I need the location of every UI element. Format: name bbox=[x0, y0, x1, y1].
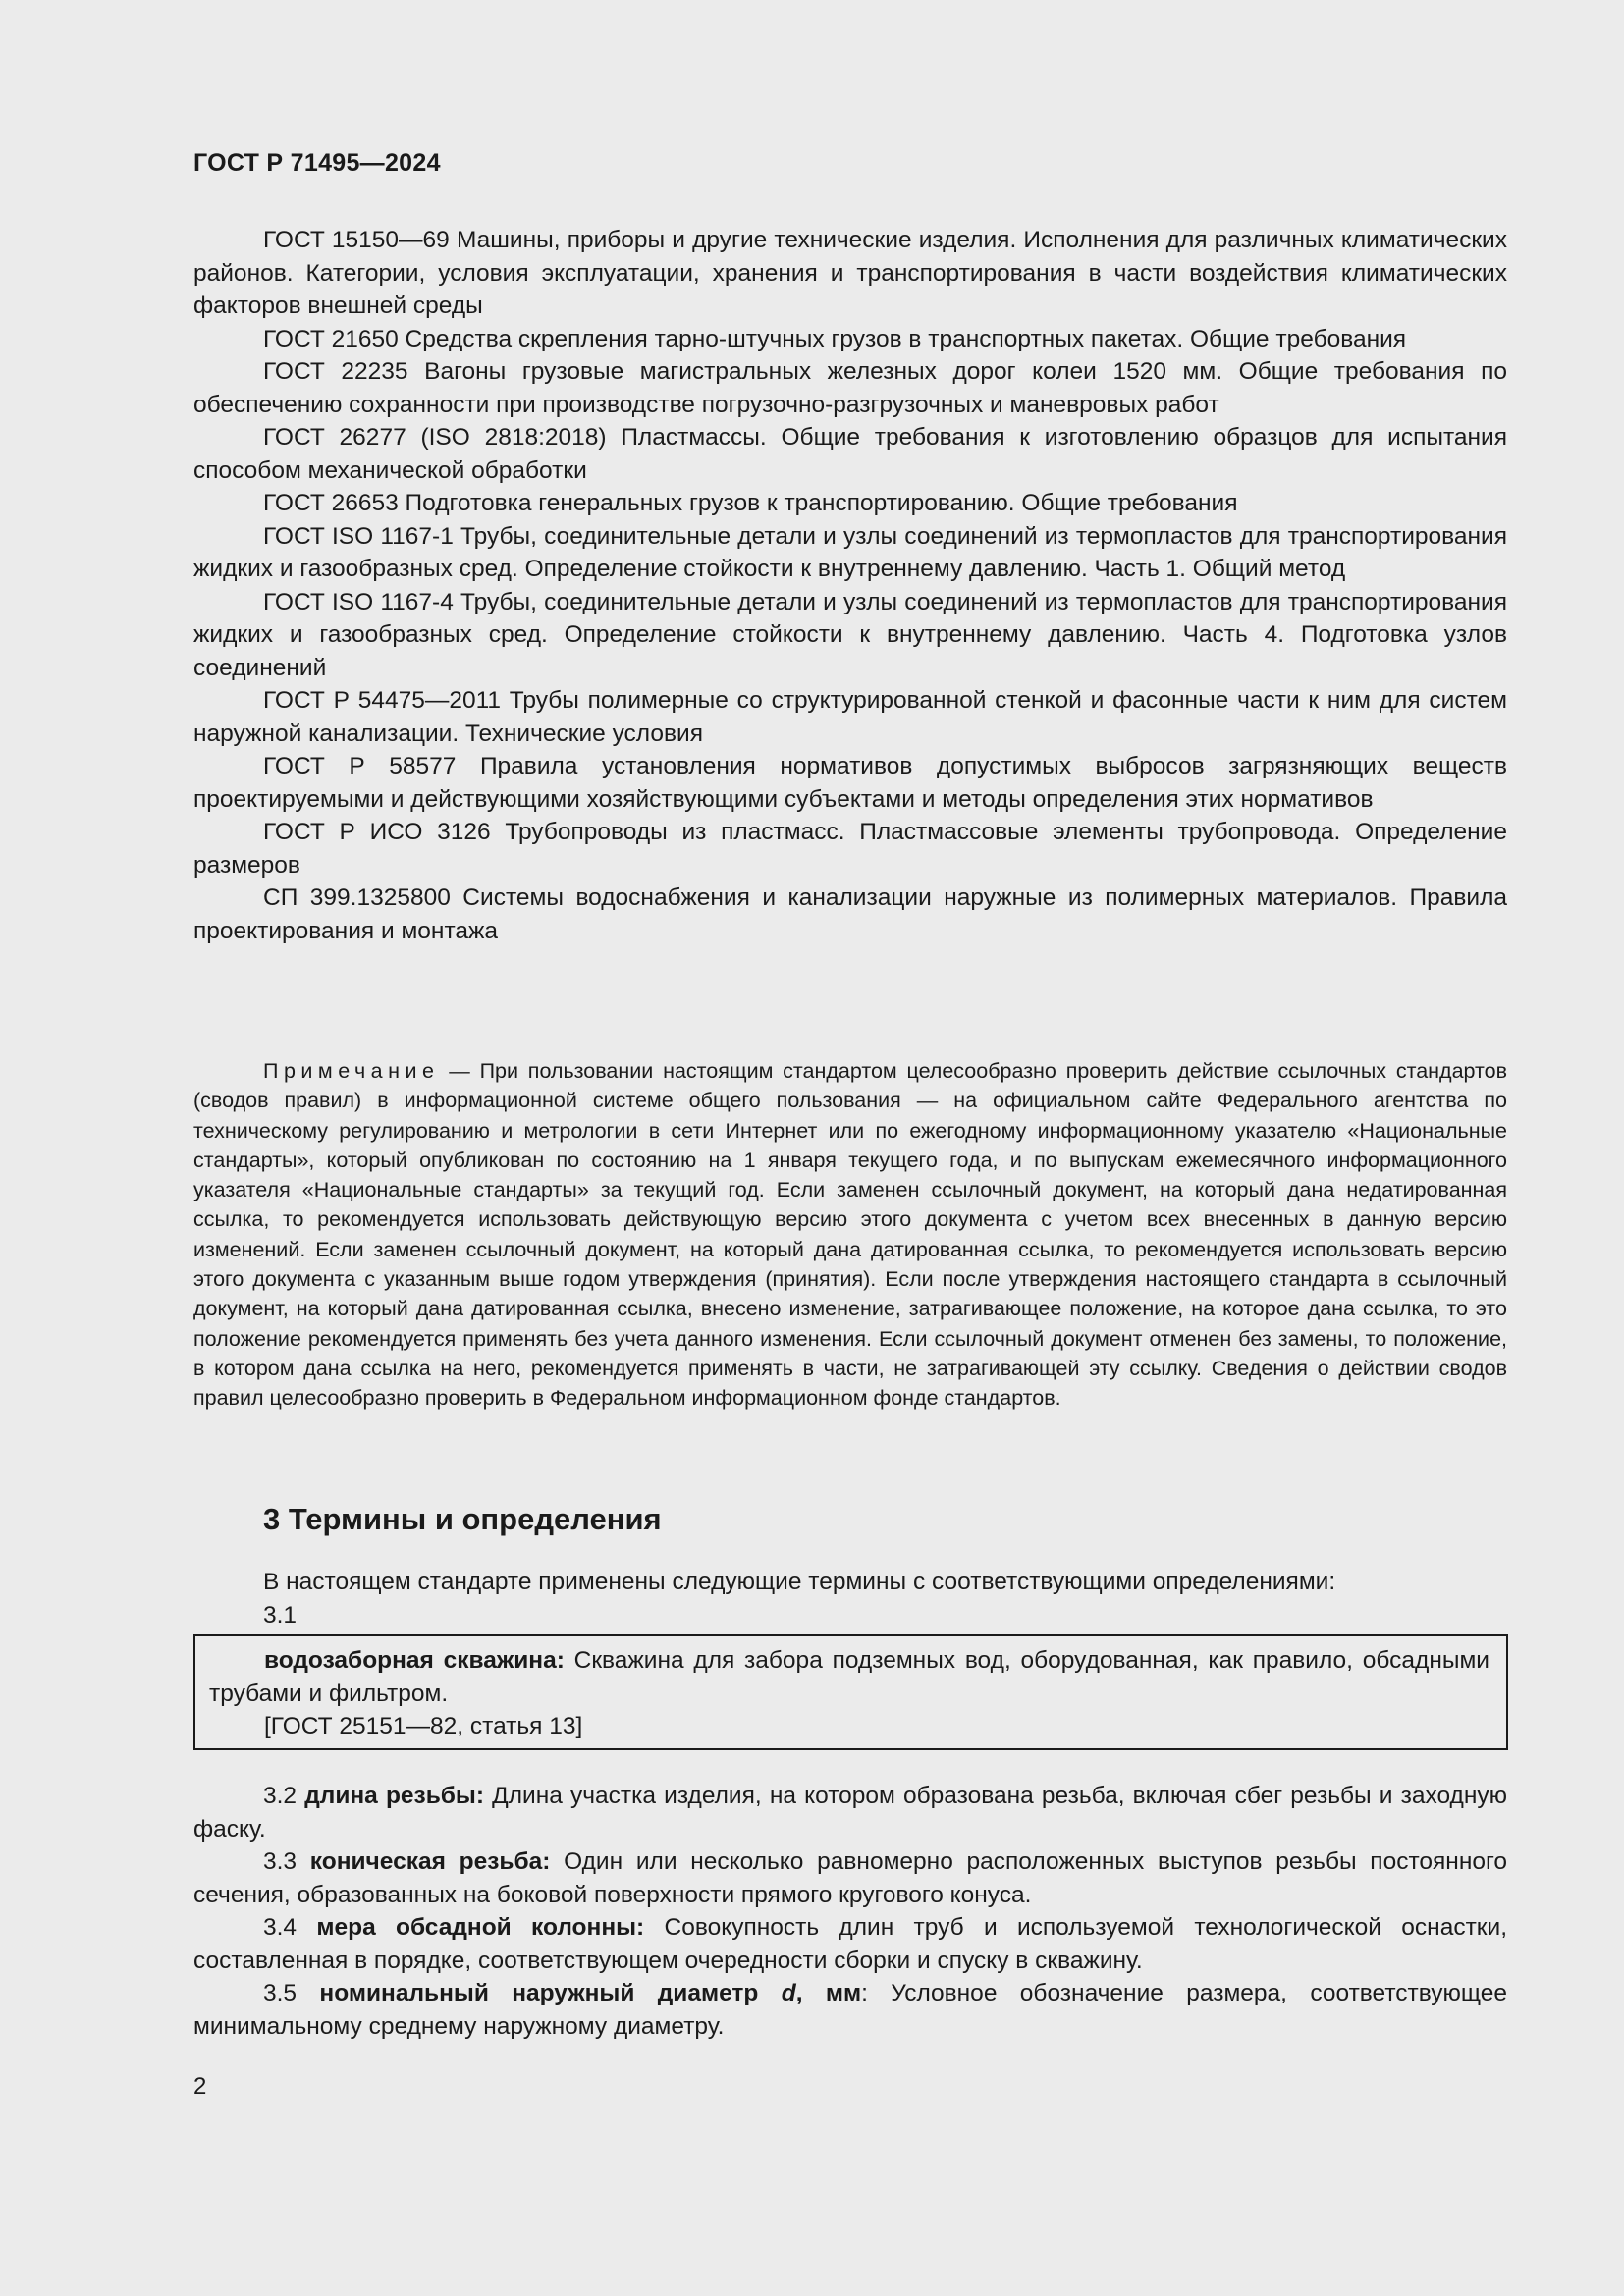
term-symbol: d bbox=[781, 1980, 796, 2006]
reference-item: ГОСТ 15150—69 Машины, приборы и другие технические изделия. Исполнения для различных климатических районов. Категории, условия эксплуатации, хранения и транспортирования в части воздействия климатических факторов внешней среды bbox=[193, 227, 1507, 319]
term-definition: Совокупность длин труб и используемой технологической оснастки, составленная в порядке, соответствующем очередности сборки и спуску в скважину. bbox=[193, 1914, 1507, 1974]
reference-item: ГОСТ Р ИСО 3126 Трубопроводы из пластмасс. Пластмассовые элементы трубопровода. Определение размеров bbox=[193, 819, 1507, 879]
reference-item: ГОСТ 26277 (ISO 2818:2018) Пластмассы. Общие требования к изготовлению образцов для испытания способом механической обработки bbox=[193, 424, 1507, 484]
term-definition: Один или несколько равномерно расположенных выступов резьбы постоянного сечения, образованных на боковой поверхности прямого кругового конуса. bbox=[193, 1848, 1508, 1908]
page-number: 2 bbox=[193, 2073, 207, 2100]
note-paragraph bbox=[193, 1056, 1507, 1414]
term-number: 3.1 bbox=[263, 1602, 298, 1629]
term-entry bbox=[193, 1977, 1507, 2043]
reference-item: СП 399.1325800 Системы водоснабжения и канализации наружные из полимерных материалов. Правила проектирования и монтажа bbox=[193, 884, 1507, 944]
section-heading: 3 Термины и определения bbox=[263, 1502, 662, 1536]
terms-list bbox=[193, 1780, 1507, 2043]
reference-item: ГОСТ 22235 Вагоны грузовые магистральных железных дорог колеи 1520 мм. Общие требования по обеспечению сохранности при производстве погрузочно-разгрузочных и маневровых работ bbox=[193, 358, 1507, 418]
term-name: номинальный наружный диаметр bbox=[319, 1980, 782, 2006]
term-number: 3.5 bbox=[263, 1980, 320, 2006]
document-code-header: ГОСТ Р 71495—2024 bbox=[193, 149, 441, 177]
term-definition: Скважина для забора подземных вод, оборудованная, как правило, обсадными трубами и фильтром. bbox=[209, 1647, 1489, 1707]
term-definition: : Условное обозначение размера, соответствующее минимальному среднему наружному диаметру. bbox=[193, 1980, 1507, 2040]
reference-item: ГОСТ 26653 Подготовка генеральных грузов к транспортированию. Общие требования bbox=[263, 490, 1238, 516]
normative-references-list bbox=[193, 224, 1507, 947]
term-number: 3.3 bbox=[263, 1848, 310, 1875]
reference-item: ГОСТ ISO 1167-4 Трубы, соединительные детали и узлы соединений из термопластов для транспортирования жидких и газообразных сред. Определение стойкости к внутреннему давлению. Часть 4. Подготовка узлов соединений bbox=[193, 588, 1507, 681]
term-name: длина резьбы: bbox=[304, 1783, 484, 1809]
note-label: Примечание bbox=[263, 1059, 440, 1083]
term-name: мера обсадной колонны: bbox=[316, 1914, 645, 1941]
note-text: — При пользовании настоящим стандартом целесообразно проверить действие ссылочных стандартов (сводов правил) в информационной системе общего пользования — на официальном сайте Федерального агентства по техническому регулированию и метрологии в сети Интернет или по ежегодному информационному указателю «Национальные стандарты», который опубликован по состоянию на 1 января текущего года, и по выпускам ежемесячного информационного указателя «Национальные стандарты» за текущий год. Если заменен ссылочный документ, на который дана недатированная ссылка, то рекомендуется использовать действующую версию этого документа с учетом всех внесенных в данную версию изменений. Если заменен ссылочный документ, на который дана датированная ссылка, то рекомендуется использовать версию этого документа с указанным выше годом утверждения (принятия). Если после утверждения настоящего стандарта в ссылочный документ, на который дана датированная ссылка, внесено изменение, затрагивающее положение, на которое дана ссылка, то это положение рекомендуется применять без учета данного изменения. Если ссылочный документ отменен без замены, то положение, в котором дана ссылка на него, рекомендуется применять в части, не затрагивающей эту ссылку. Сведения о действии сводов правил целесообразно проверить в Федеральном информационном фонде стандартов. bbox=[193, 1059, 1507, 1411]
term-entry bbox=[209, 1644, 1489, 1710]
term-name: водозаборная скважина: bbox=[264, 1647, 565, 1674]
reference-item: ГОСТ Р 54475—2011 Трубы полимерные со структурированной стенкой и фасонные части к ним для систем наружной канализации. Технические условия bbox=[193, 687, 1507, 747]
reference-item: ГОСТ 21650 Средства скрепления тарно-штучных грузов в транспортных пакетах. Общие требования bbox=[263, 325, 1407, 352]
term-source: [ГОСТ 25151—82, статья 13] bbox=[264, 1713, 583, 1739]
terms-intro: В настоящем стандарте применены следующие термины с соответствующими определениями: bbox=[263, 1569, 1336, 1595]
reference-item: ГОСТ ISO 1167-1 Трубы, соединительные детали и узлы соединений из термопластов для транспортирования жидких и газообразных сред. Определение стойкости к внутреннему давлению. Часть 1. Общий метод bbox=[193, 522, 1507, 582]
term-definition: Длина участка изделия, на котором образована резьба, включая сбег резьбы и заходную фаску. bbox=[193, 1783, 1507, 1842]
term-number: 3.4 bbox=[263, 1914, 317, 1941]
term-name: коническая резьба: bbox=[309, 1848, 551, 1875]
term-entry bbox=[193, 1911, 1507, 1977]
term-definition-box bbox=[193, 1634, 1508, 1750]
term-entry bbox=[193, 1845, 1507, 1911]
term-number: 3.2 bbox=[263, 1783, 305, 1809]
reference-item: ГОСТ Р 58577 Правила установления нормативов допустимых выбросов загрязняющих веществ проектируемыми и действующими хозяйствующими субъектами и методы определения этих нормативов bbox=[193, 753, 1507, 813]
term-unit: , мм bbox=[795, 1980, 862, 2006]
term-entry bbox=[193, 1780, 1507, 1845]
